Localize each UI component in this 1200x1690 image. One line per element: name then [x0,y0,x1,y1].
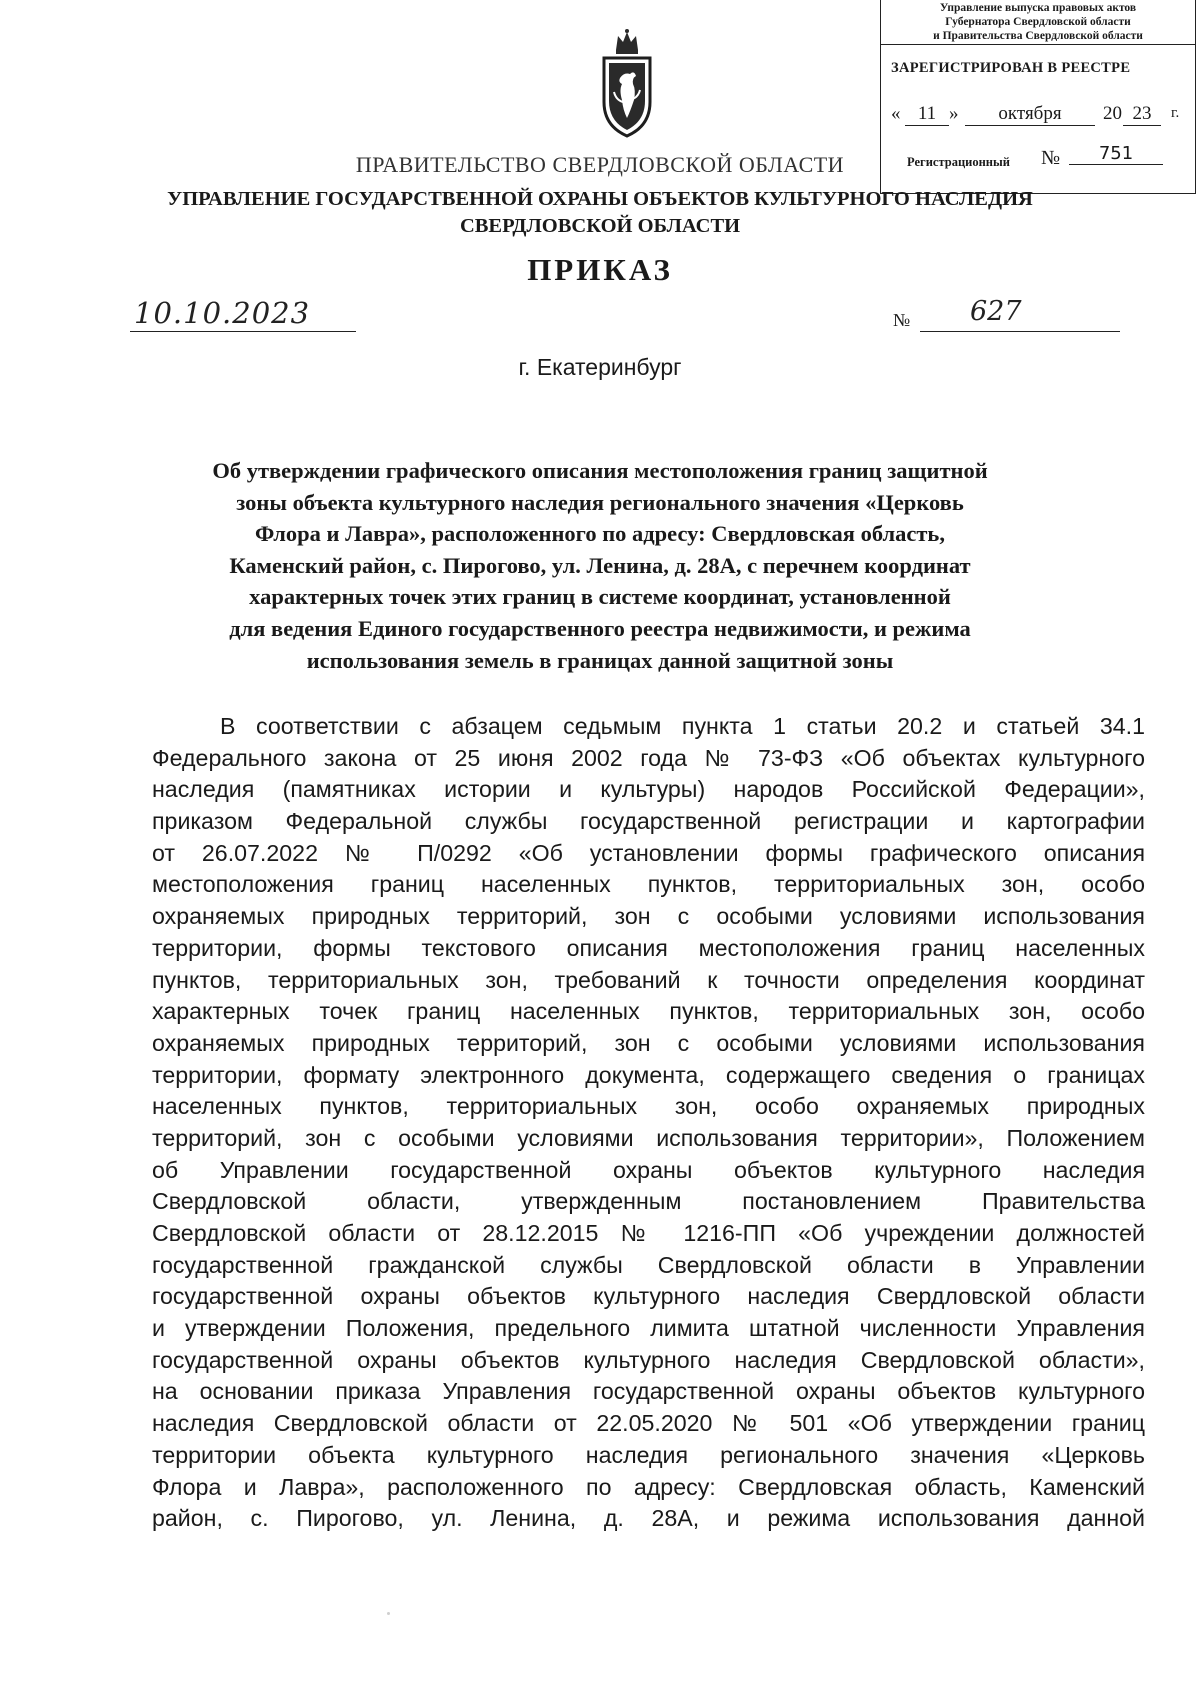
body-line: В соответствии с абзацем седьмым пункта 1 статьи 20.2 и статьей 34.1 [220,713,1145,739]
city: г. Екатеринбург [518,354,682,380]
title-line: Флора и Лавра», расположенного по адресу: Свердловская область, [255,521,945,547]
body-line: пунктов, территориальных зон, требований к точности определения координат [152,966,1145,993]
stamp-reg-number-sign: № [1041,147,1061,169]
body-line: территории, формату электронного документа, содержащего сведения о границах [152,1061,1145,1088]
stamp-header-line: Губернатора Свердловской области [945,16,1131,28]
body-line: местоположения границ населенных пунктов, территориальных зон, особо [152,871,1145,898]
department-name-line1: УПРАВЛЕНИЕ ГОСУДАРСТВЕННОЙ ОХРАНЫ ОБЪЕКТОВ КУЛЬТУРНОГО НАСЛЕДИЯ [167,188,1033,210]
stamp-date-month: октября [965,103,1095,126]
body-line: наследия (памятниках истории и культуры) народов Российской Федерации», [152,776,1145,803]
body-line: об Управлении государственной охраны объектов культурного наследия [152,1156,1145,1183]
body-text [152,711,1145,1535]
title-line: для ведения Единого государственного реестра недвижимости, и режима [229,615,971,641]
government-name: ПРАВИТЕЛЬСТВО СВЕРДЛОВСКОЙ ОБЛАСТИ [355,152,845,177]
body-line: государственной гражданской службы Свердловской области в Управлении [152,1251,1145,1278]
stamp-reg-number-label: Регистрационный [907,155,1010,169]
body-line: населенных пунктов, территориальных зон, особо охраняемых природных [152,1093,1145,1120]
body-line: Федерального закона от 25 июня 2002 года № 73-ФЗ «Об объектах культурного [152,744,1145,771]
stamp-date-close-quote: » [949,103,959,124]
body-line: охраняемых природных территорий, зон с особыми условиями использования [152,903,1145,930]
body-line: территории объекта культурного наследия регионального значения «Церковь [152,1441,1145,1468]
order-number: 627 [920,296,1120,332]
stamp-header-line: Управление выпуска правовых актов [939,2,1137,14]
title-line: Об утверждении графического описания местоположения границ защитной [212,458,988,483]
stamp-registered-label: ЗАРЕГИСТРИРОВАН В РЕЕСТРЕ [891,60,1131,76]
order-number-sign: № [893,310,911,330]
body-line: охраняемых природных территорий, зон с особыми условиями использования [152,1029,1145,1056]
body-line: на основании приказа Управления государственной охраны объектов культурного [152,1378,1145,1405]
title-line: Каменский район, с. Пирогово, ул. Ленина, д. 28А, с перечнем координат [229,552,971,578]
body-line: приказом Федеральной службы государственной регистрации и картографии [152,808,1145,835]
stamp-date-year-label: г. [1171,105,1180,121]
stamp-date [891,103,1191,129]
document-title [140,455,1060,676]
stamp-date-year-prefix: 20 [1103,103,1122,124]
body-line: государственной охраны объектов культурного наследия Свердловской области», [152,1346,1145,1373]
body-line: от 26.07.2022 № П/0292 «Об установлении формы графического описания [152,839,1145,866]
stamp-date-year-suffix: 23 [1123,103,1161,126]
body-line: государственной охраны объектов культурного наследия Свердловской области [152,1283,1145,1310]
document-type: ПРИКАЗ [527,252,673,287]
stamp-date-day: 11 [905,103,949,126]
stamp-header-line: и Правительства Свердловской области [933,30,1143,42]
body-line: район, с. Пирогово, ул. Ленина, д. 28А, и режима использования данной [152,1505,1145,1532]
order-date: 10.10.2023 [130,296,356,332]
body-line: характерных точек границ населенных пунктов, территориальных зон, особо [152,998,1145,1025]
stamp-date-open-quote: « [891,103,901,124]
stamp-header [881,0,1195,45]
body-line: Свердловской области от 28.12.2015 № 1216-ПП «Об учреждении должностей [152,1220,1145,1246]
body-line: Свердловской области, утвержденным постановлением Правительства [152,1188,1145,1215]
stamp-reg-number: 751 [1069,143,1163,165]
body-line: территории, формы текстового описания местоположения границ населенных [152,934,1145,961]
coat-of-arms-emblem [600,28,654,140]
title-line: использования земель в границах данной защитной зоны [306,647,894,673]
title-line: характерных точек этих границ в системе координат, установленной [249,584,951,610]
scan-dot [387,1612,390,1615]
body-line: территорий, зон с особыми условиями использования территории», Положением [152,1124,1145,1151]
body-line: Флора и Лавра», расположенного по адресу: Свердловская область, Каменский [152,1473,1145,1500]
body-line: и утверждении Положения, предельного лимита штатной численности Управления [152,1315,1145,1342]
body-line: наследия Свердловской области от 22.05.2020 № 501 «Об утверждении границ [152,1410,1145,1437]
title-line: зоны объекта культурного наследия регионального значения «Церковь [236,489,964,515]
department-name-line2: СВЕРДЛОВСКОЙ ОБЛАСТИ [459,215,741,237]
